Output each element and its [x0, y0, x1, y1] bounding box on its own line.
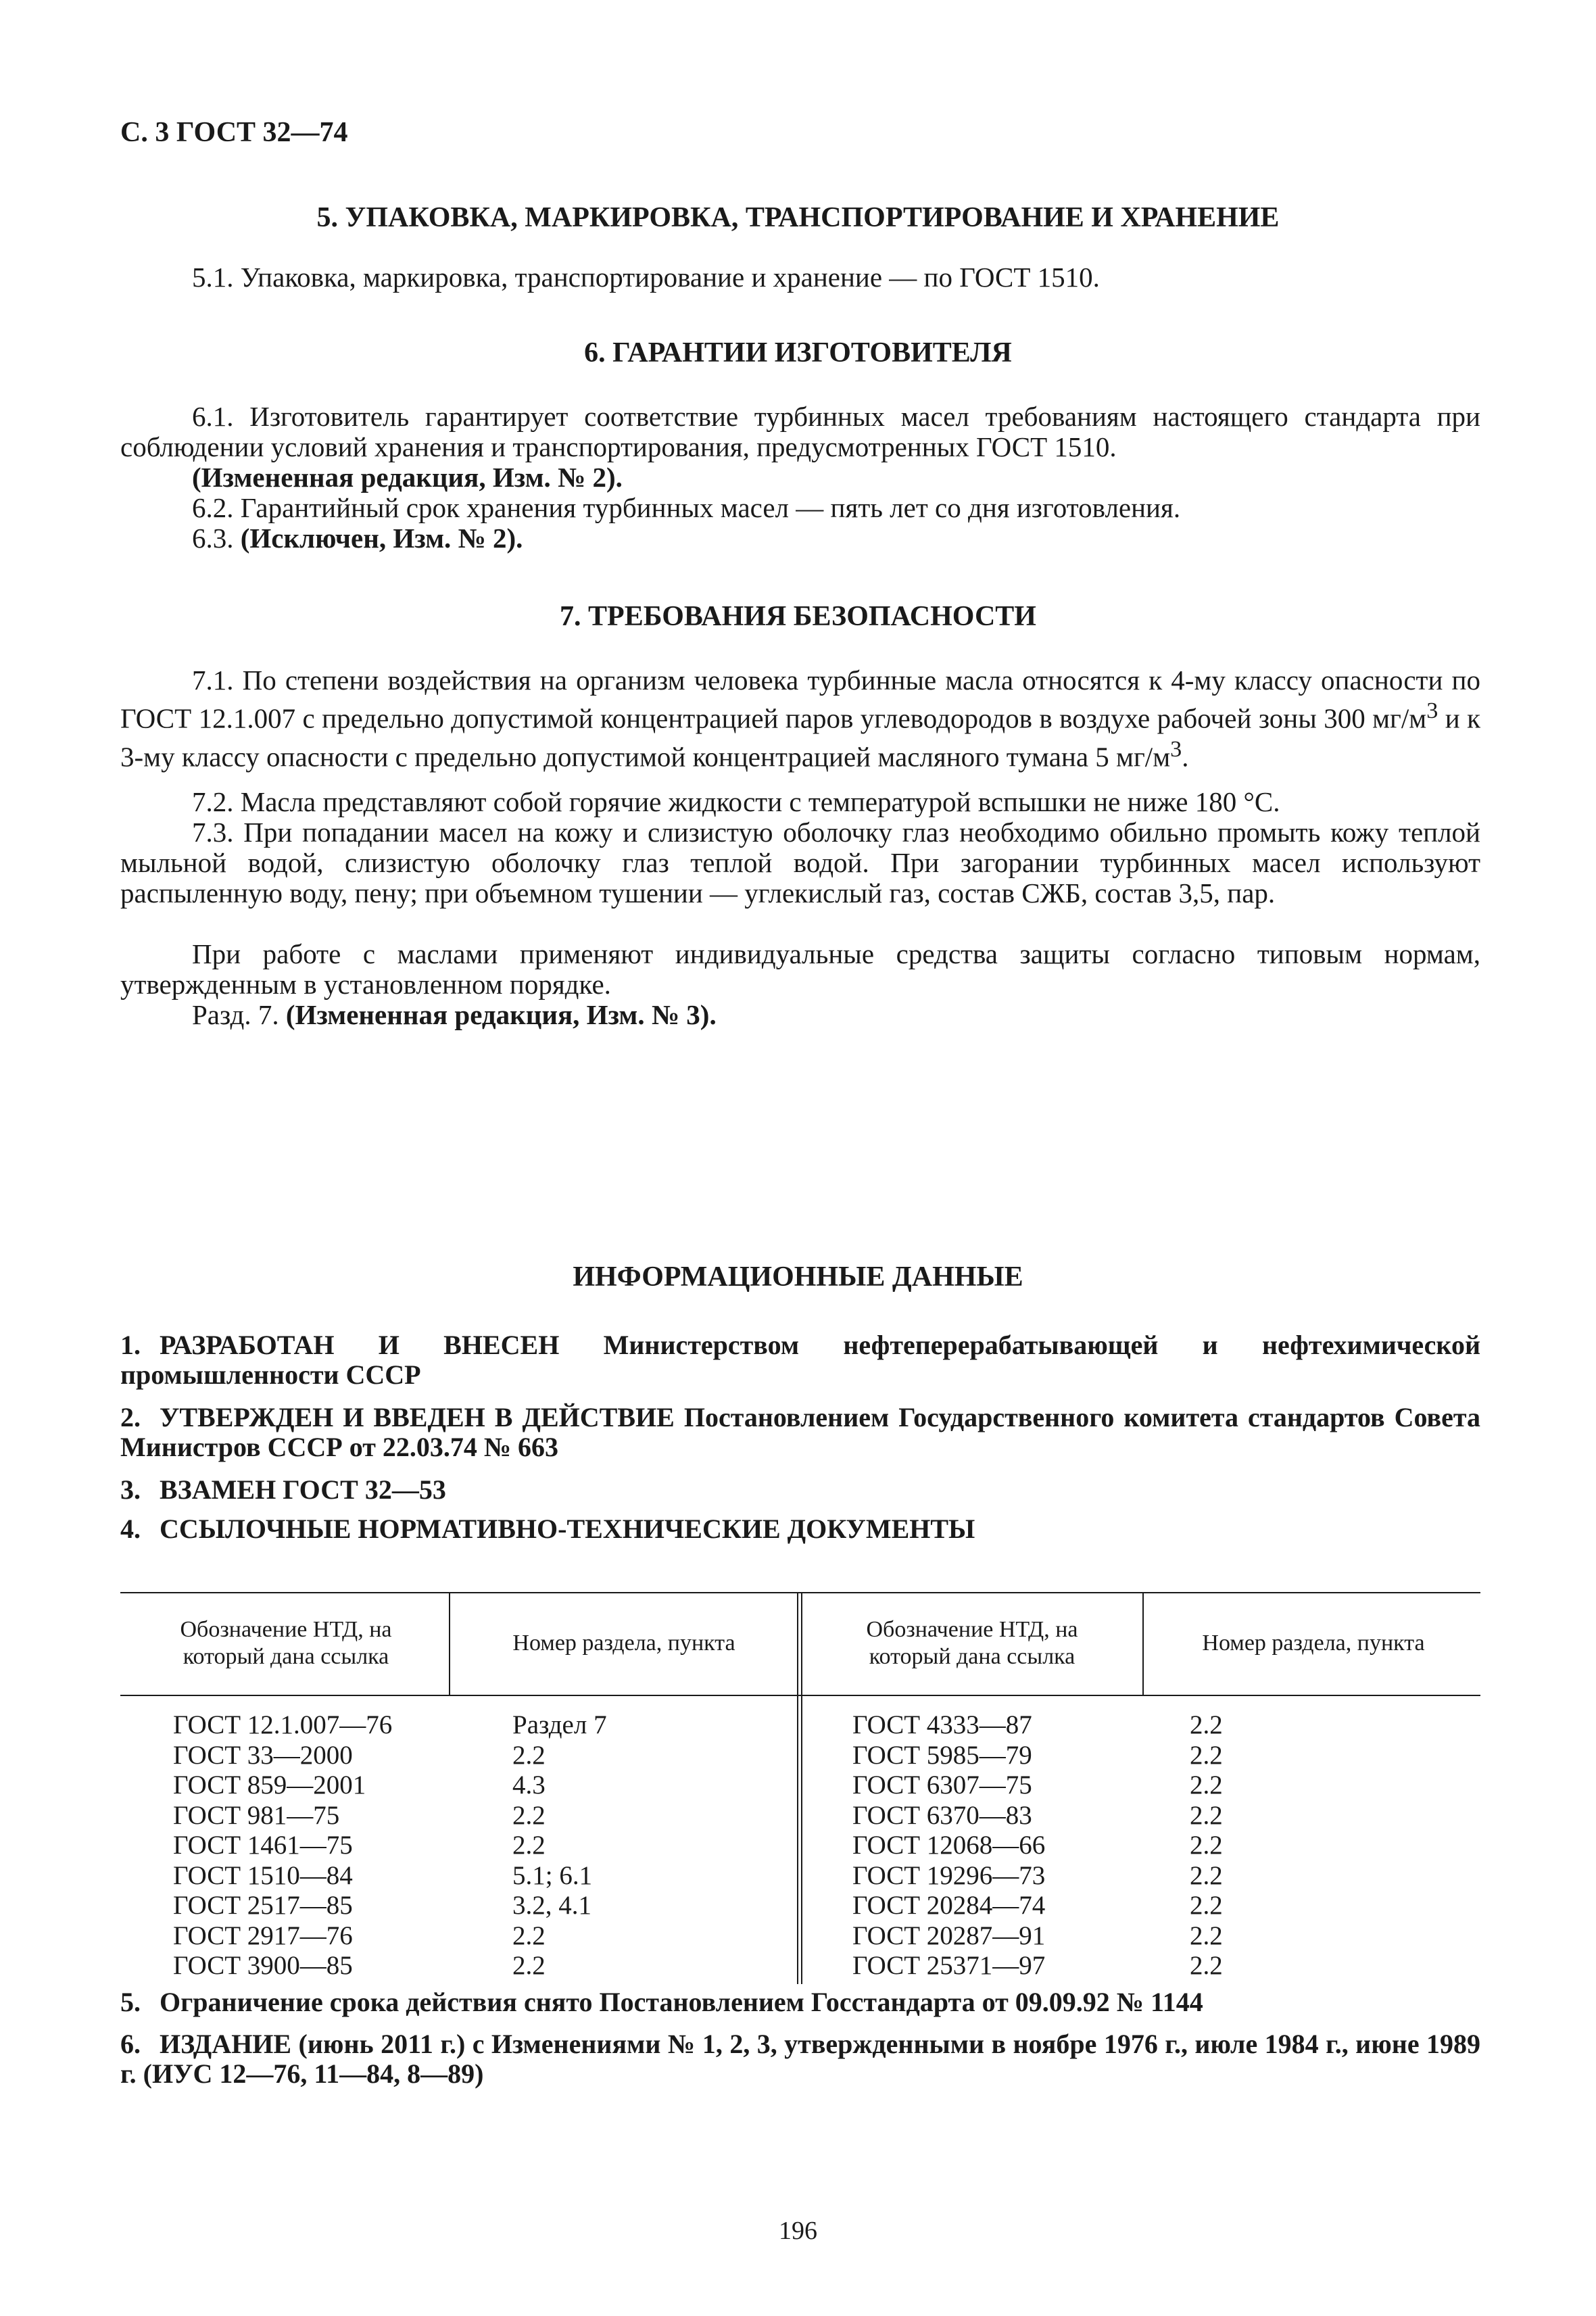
table-cell-ref: 2.2 [1190, 1710, 1223, 1739]
info-item-5 [120, 1987, 1480, 2017]
info-item-2 [120, 1403, 1480, 1462]
para-7-1-end: . [1182, 741, 1189, 773]
para-7-1-text: 7.1. По степени воздействия на организм человека турбинные масла относятся к 4-му классу опасности по ГОСТ 12.1.007 с предельно допустимой концентрацией паров углеводородов в воздухе рабочей зоны 300 мг/м [120, 665, 1480, 734]
info-item-text: (июнь 2011 г.) с Изменениями № 1, 2, 3, утвержденными в ноябре 1976 г., июле 1984 г., июне 1989 г. (ИУС 12—76, 11—84, 8—89) [120, 2029, 1480, 2089]
table-cell-doc: ГОСТ 859—2001 [173, 1770, 366, 1800]
table-cell-ref: 2.2 [1190, 1891, 1223, 1920]
table-cell-ref: 2.2 [1190, 1770, 1223, 1800]
info-item-lead: ВЗАМЕН ГОСТ 32—53 [160, 1474, 446, 1505]
table-cell-ref: 4.3 [512, 1770, 546, 1800]
para-5-1: 5.1. Упаковка, маркировка, транспортирование и хранение — по ГОСТ 1510. [192, 262, 1100, 293]
table-cell-ref: 3.2, 4.1 [512, 1891, 591, 1920]
para-6-3-num: 6.3. [192, 523, 234, 554]
info-item-lead: ССЫЛОЧНЫЕ НОРМАТИВНО-ТЕХНИЧЕСКИЕ ДОКУМЕНТЫ [160, 1514, 975, 1544]
info-item-lead: ИЗДАНИЕ [160, 2029, 292, 2059]
table-cell-ref: 2.2 [1190, 1800, 1223, 1830]
header-ref-right: Номер раздела, пункта [1202, 1631, 1425, 1656]
info-item-number: 4. [120, 1514, 141, 1544]
para-7-5 [120, 1000, 1480, 1030]
table-cell-doc: ГОСТ 4333—87 [852, 1710, 1032, 1739]
info-item-text: Постановлением Государственного комитета стандартов Совета Министров СССР от 22.03.74 № 663 [120, 1402, 1481, 1462]
table-header-rule [120, 1695, 1480, 1696]
running-head: С. 3 ГОСТ 32—74 [120, 117, 348, 148]
table-cell-doc: ГОСТ 25371—97 [852, 1951, 1046, 1980]
section-5-title: 5. УПАКОВКА, МАРКИРОВКА, ТРАНСПОРТИРОВАНИЕ И ХРАНЕНИЕ [316, 202, 1280, 233]
para-7-1 [120, 665, 1480, 772]
info-item-6 [120, 2029, 1480, 2089]
table-cell-doc: ГОСТ 6307—75 [852, 1770, 1032, 1800]
page-number: 196 [779, 2217, 817, 2245]
para-6-1-note [120, 462, 1480, 493]
section-6-title: 6. ГАРАНТИИ ИЗГОТОВИТЕЛЯ [584, 337, 1012, 368]
info-item-4 [120, 1514, 1480, 1544]
table-cell-doc: ГОСТ 33—2000 [173, 1740, 353, 1770]
table-cell-doc: ГОСТ 3900—85 [173, 1951, 353, 1980]
table-divider [1142, 1592, 1144, 1695]
table-cell-ref: 2.2 [512, 1740, 546, 1770]
table-divider [801, 1592, 802, 1984]
info-item-lead: РАЗРАБОТАН И ВНЕСЕН [160, 1330, 560, 1360]
table-cell-doc: ГОСТ 5985—79 [852, 1740, 1032, 1770]
superscript: 3 [1426, 698, 1438, 723]
table-cell-doc: ГОСТ 1461—75 [173, 1831, 353, 1860]
table-cell-ref: 2.2 [1190, 1740, 1223, 1770]
para-7-5-num: Разд. 7. [192, 999, 279, 1030]
table-divider [797, 1592, 798, 1984]
column-right-refs [1190, 1710, 1223, 1981]
table-cell-doc: ГОСТ 981—75 [173, 1800, 340, 1830]
header-doc-left: Обозначение НТД, на который дана ссылка [180, 1617, 392, 1669]
column-left-docs [173, 1710, 392, 1981]
table-cell-ref: 5.1; 6.1 [512, 1860, 593, 1890]
info-item-number: 5. [120, 1987, 141, 2017]
info-item-lead: УТВЕРЖДЕН И ВВЕДЕН В ДЕЙСТВИЕ [160, 1402, 675, 1432]
header-ref-left: Номер раздела, пункта [512, 1631, 735, 1656]
para-6-2: 6.2. Гарантийный срок хранения турбинных масел — пять лет со дня изготовления. [192, 492, 1181, 523]
info-item-number: 2. [120, 1402, 141, 1432]
superscript: 3 [1170, 736, 1182, 762]
para-7-2: 7.2. Масла представляют собой горячие жидкости с температурой вспышки не ниже 180 °С. [192, 786, 1280, 817]
table-cell-ref: 2.2 [1190, 1831, 1223, 1860]
table-cell-doc: ГОСТ 2917—76 [173, 1921, 353, 1950]
amendment-note: (Измененная редакция, Изм. № 2). [192, 462, 623, 493]
table-cell-doc: ГОСТ 1510—84 [173, 1860, 353, 1890]
info-title: ИНФОРМАЦИОННЫЕ ДАННЫЕ [573, 1261, 1023, 1293]
info-item-3 [120, 1475, 1480, 1505]
table-cell-ref: 2.2 [512, 1800, 546, 1830]
table-cell-doc: ГОСТ 19296—73 [852, 1860, 1046, 1890]
amendment-note: (Исключен, Изм. № 2). [240, 523, 523, 554]
table-cell-ref: 2.2 [1190, 1860, 1223, 1890]
para-6-1-text: 6.1. Изготовитель гарантирует соответствие турбинных масел требованиям настоящего стандарта при соблюдении условий хранения и транспортирования, предусмотренных ГОСТ 1510. [120, 401, 1480, 462]
para-7-3: 7.3. При попадании масел на кожу и слизистую оболочку глаз необходимо обильно промыть кожу теплой мыльной водой, слизистую оболочку глаз теплой водой. При загорании турбинных масел используют распыленную воду, пену; при объемном тушении — углекислый газ, состав СЖБ, состав 3,5, пар. [120, 817, 1480, 909]
para-7-1-text-cont: и к 3-му классу опасности с предельно допустимой концентрацией масляного тумана 5 мг/м [120, 702, 1480, 773]
table-cell-ref: 2.2 [512, 1951, 546, 1980]
info-item-number: 1. [120, 1330, 141, 1360]
table-cell-doc: ГОСТ 12068—66 [852, 1831, 1046, 1860]
info-item-1 [120, 1330, 1480, 1390]
para-6-1 [120, 402, 1480, 462]
table-cell-ref: 2.2 [1190, 1951, 1223, 1980]
table-cell-ref: 2.2 [1190, 1921, 1223, 1950]
info-item-number: 6. [120, 2029, 141, 2059]
table-divider [449, 1592, 450, 1695]
amendment-note: (Измененная редакция, Изм. № 3). [285, 999, 717, 1030]
table-cell-doc: ГОСТ 6370—83 [852, 1800, 1032, 1830]
header-doc-right: Обозначение НТД, на который дана ссылка [866, 1617, 1078, 1669]
table-cell-doc: ГОСТ 20284—74 [852, 1891, 1046, 1920]
column-right-docs [852, 1710, 1045, 1981]
table-cell-ref: 2.2 [512, 1921, 546, 1950]
table-cell-ref: 2.2 [512, 1831, 546, 1860]
table-cell-doc: ГОСТ 2517—85 [173, 1891, 353, 1920]
info-item-number: 3. [120, 1474, 141, 1505]
section-7-title: 7. ТРЕБОВАНИЯ БЕЗОПАСНОСТИ [560, 601, 1036, 632]
table-cell-doc: ГОСТ 20287—91 [852, 1921, 1046, 1950]
column-left-refs [512, 1710, 607, 1981]
info-item-lead: Ограничение срока действия снято Постановлением Госстандарта от 09.09.92 № 1144 [160, 1987, 1203, 2017]
info-item-text: Министерством нефтеперерабатывающей и нефтехимической промышленности СССР [120, 1330, 1480, 1390]
para-7-4: При работе с маслами применяют индивидуальные средства защиты согласно типовым нормам, утвержденным в установленном порядке. [120, 938, 1480, 1000]
table-top-rule [120, 1592, 1480, 1593]
para-6-3 [120, 523, 1480, 554]
table-cell-ref: Раздел 7 [512, 1710, 607, 1739]
table-cell-doc: ГОСТ 12.1.007—76 [173, 1710, 393, 1739]
